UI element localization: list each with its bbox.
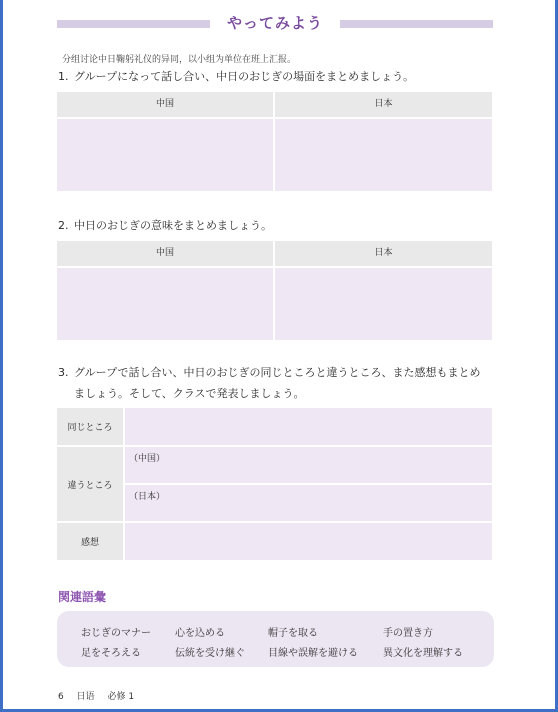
question-2 [58,215,272,237]
compare-cell-japan[interactable] [125,485,492,521]
compare-label-different: 違うところ [57,447,123,521]
compare-cell-china[interactable] [125,447,492,483]
compare-cell-same[interactable] [125,408,492,445]
table-1-cell-japan[interactable] [275,119,492,191]
vocab-item: 伝統を受け継ぐ [175,648,245,659]
page-border-left [0,0,3,712]
vocab-item: 心を込める [175,628,225,639]
question-3 [58,362,480,384]
vocab-title: 関連語彙 [58,590,107,604]
compare-row-impression [57,523,492,560]
vocab-item: 帽子を取る [268,628,318,639]
intro-text: 分组讨论中日鞠躬礼仪的异同，以小组为单位在班上汇报。 [62,55,297,65]
title-bar-right [340,20,493,28]
question-1-text: グループになって話し合い、中日のおじぎの場面をまとめましょう。 [74,70,415,83]
question-3-line2: ましょう。そして、クラスで発表しましょう。 [74,387,305,400]
question-1 [58,66,414,88]
page-title: やってみよう [226,14,323,32]
title-bar-left [57,20,210,28]
page-footer [58,689,144,702]
question-2-text: 中日のおじぎの意味をまとめましょう。 [74,219,272,232]
table-2-cell-japan[interactable] [275,268,492,340]
table-1-header-china: 中国 [57,92,273,117]
vocab-item: 異文化を理解する [383,648,463,659]
table-2-header-china: 中国 [57,241,273,266]
book-title: 日语 [76,692,95,702]
page-number: 6 [58,692,64,702]
compare-label-impression: 感想 [57,523,123,560]
question-1-number: 1. [58,70,69,83]
compare-row-different [57,447,492,521]
question-3-text-line1: グループで話し合い、中日のおじぎの同じところと違うところ、また感想もまとめ [74,366,481,379]
question-3-number: 3. [58,366,69,379]
book-volume: 必修 1 [107,692,135,702]
vocab-item: おじぎのマナー [81,628,151,639]
compare-cell-impression[interactable] [125,523,492,560]
table-2-header-japan: 日本 [275,241,492,266]
vocab-item: 目線や誤解を避ける [268,648,358,659]
vocab-item: 手の置き方 [383,628,433,639]
compare-label-same: 同じところ [57,408,123,445]
table-1-cell-china[interactable] [57,119,273,191]
table-1-header-japan: 日本 [275,92,492,117]
vocab-item: 足をそろえる [81,648,141,659]
compare-china-label: （中国） [129,454,166,464]
question-2-number: 2. [58,219,69,232]
compare-row-same [57,408,492,445]
table-2-cell-china[interactable] [57,268,273,340]
compare-japan-label: （日本） [129,492,166,502]
